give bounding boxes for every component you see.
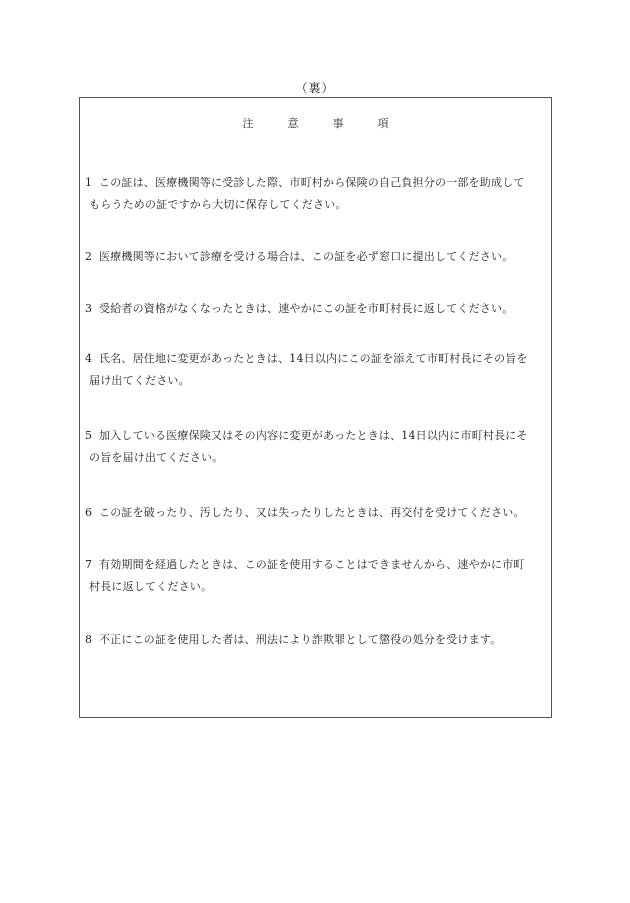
page-side-label: （裏） (295, 81, 335, 95)
notice-item-6 (85, 502, 547, 524)
item-text: 氏名、居住地に変更があったときは、14日以内にこの証を添えて市町村長にその旨を (99, 352, 528, 365)
item-text-continued: の旨を届け出てください。 (89, 451, 224, 464)
item-text: 受給者の資格がなくなったときは、速やかにこの証を市町村長に返してください。 (99, 302, 514, 315)
notice-box (79, 97, 552, 718)
item-text: 加入している医療保険又はその内容に変更があったときは、14日以内に市町村長にそ (99, 429, 528, 442)
item-number: 5 (85, 429, 93, 442)
notice-item-8 (85, 629, 547, 651)
notice-item-2 (85, 246, 547, 268)
item-text-continued: 村長に返してください。 (89, 580, 213, 593)
item-text: この証を破ったり、汚したり、又は失ったりしたときは、再交付を受けてください。 (99, 506, 525, 519)
item-number: 7 (85, 558, 93, 571)
notice-title-char: 項 (377, 117, 389, 130)
item-number: 6 (85, 506, 93, 519)
notice-title-char: 事 (332, 117, 344, 130)
notice-item-1 (85, 172, 547, 216)
item-number: 1 (85, 176, 93, 189)
item-text: 有効期間を経過したときは、この証を使用することはできませんから、速やかに市町 (99, 558, 525, 571)
item-number: 2 (85, 250, 93, 263)
notice-title-char: 注 (242, 117, 254, 130)
item-text-continued: もらうための証ですから大切に保存してください。 (89, 198, 347, 211)
notice-item-7 (85, 554, 547, 598)
item-text: 不正にこの証を使用した者は、刑法により詐欺罪として懲役の処分を受けます。 (99, 633, 502, 646)
notice-title-char: 意 (287, 117, 299, 130)
item-number: 3 (85, 302, 93, 315)
item-number: 4 (85, 352, 93, 365)
notice-item-3 (85, 298, 547, 320)
item-text-continued: 届け出てください。 (89, 374, 190, 387)
item-text: この証は、医療機関等に受診した際、市町村から保険の自己負担分の一部を助成して (99, 176, 525, 189)
notice-item-5 (85, 425, 547, 469)
notice-item-4 (85, 348, 547, 392)
item-text: 医療機関等において診療を受ける場合は、この証を必ず窓口に提出してください。 (99, 250, 514, 263)
notice-title (80, 115, 551, 131)
item-number: 8 (85, 633, 93, 646)
